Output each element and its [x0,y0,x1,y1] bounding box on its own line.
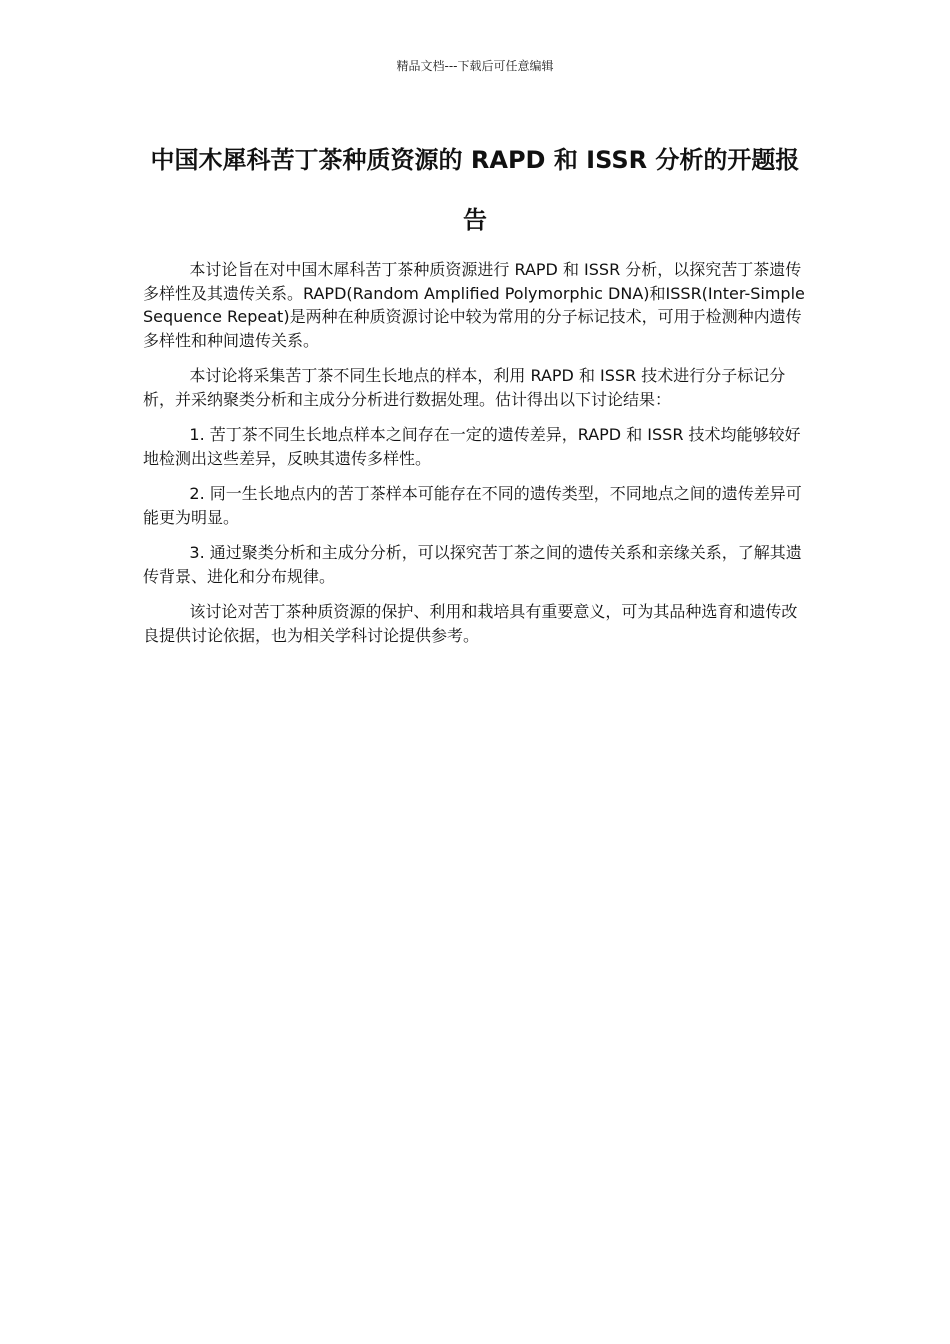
paragraph-result-1: 1. 苦丁茶不同生长地点样本之间存在一定的遗传差异，RAPD 和 ISSR 技术均能够较好地检测出这些差异，反映其遗传多样性。 [143,425,801,468]
page-header: 精品文档---下载后可任意编辑 [396,59,554,73]
document-title: 中国木犀科苦丁茶种质资源的 RAPD 和 ISSR 分析的开题报告 [150,146,800,234]
paragraph-conclusion: 该讨论对苦丁茶种质资源的保护、利用和栽培具有重要意义，可为其品种选育和遗传改良提供讨论依据，也为相关学科讨论提供参考。 [143,602,798,645]
paragraph-result-2: 2. 同一生长地点内的苦丁茶样本可能存在不同的遗传类型，不同地点之间的遗传差异可能更为明显。 [143,484,802,527]
paragraph-method: 本讨论将采集苦丁茶不同生长地点的样本，利用 RAPD 和 ISSR 技术进行分子标记分析，并采纳聚类分析和主成分分析进行数据处理。估计得出以下讨论结果： [143,366,786,409]
document-body [143,258,805,659]
paragraph-intro: 本讨论旨在对中国木犀科苦丁茶种质资源进行 RAPD 和 ISSR 分析，以探究苦丁茶遗传多样性及其遗传关系。RAPD(Random Amplified Polymorphic DNA)和ISSR(Inter-Simple Sequence Repeat)是两种在种质资源讨论中较为常用的分子标记技术，可用于检测种内遗传多样性和种间遗传关系。 [143,260,805,350]
paragraph-result-3: 3. 通过聚类分析和主成分分析，可以探究苦丁茶之间的遗传关系和亲缘关系，了解其遗传背景、进化和分布规律。 [143,543,802,586]
